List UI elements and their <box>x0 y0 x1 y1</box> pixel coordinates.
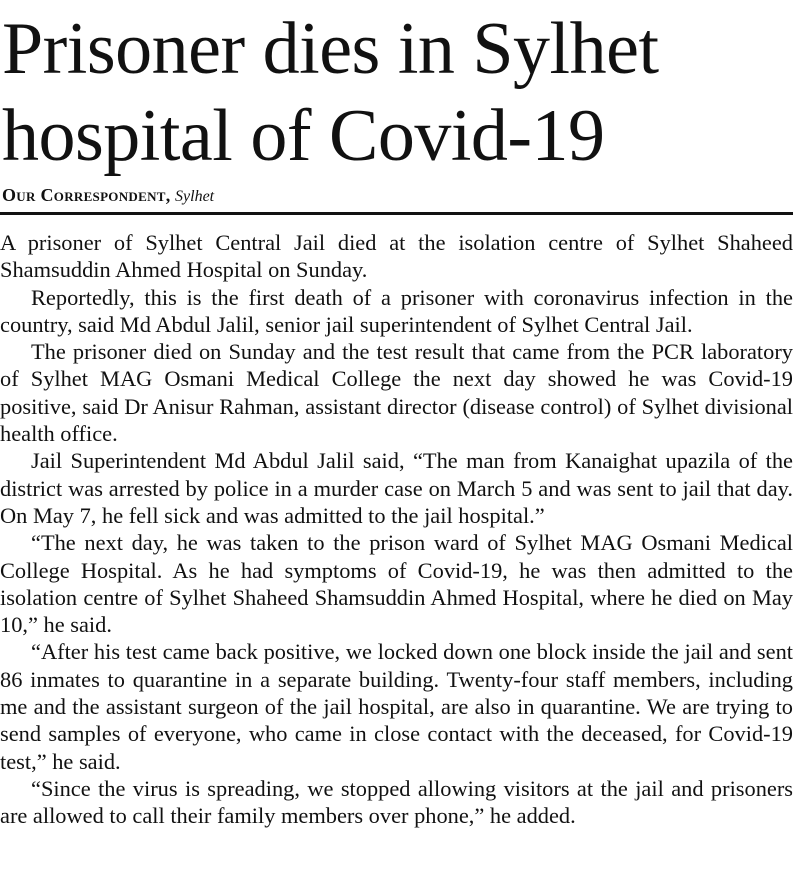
byline-author: Our Correspondent, <box>2 185 171 205</box>
article-body <box>0 229 793 830</box>
headline-divider <box>0 212 793 215</box>
headline-line-1: Prisoner dies in Sylhet <box>2 8 659 90</box>
paragraph-7: “Since the virus is spreading, we stopped allowing visitors at the jail and prisoners are allowed to call their family members over phone,” he added. <box>0 775 793 829</box>
paragraph-3: The prisoner died on Sunday and the test result that came from the PCR laboratory of Sylhet MAG Osmani Medical College the next day showed he was Covid-19 positive, said Dr Anisur Rahman, assistant director (disease control) of Sylhet divisional health office. <box>0 339 793 447</box>
paragraph-6: “After his test came back positive, we locked down one block inside the jail and sent 86 inmates to quarantine in a separate building. Twenty-four staff members, including me and the assistant surgeon of the jail hospital, are also in quarantine. We are trying to send samples of everyone, who came in close contact with the deceased, for Covid-19 test,” he said. <box>0 639 793 774</box>
paragraph-1: A prisoner of Sylhet Central Jail died at the isolation centre of Sylhet Shaheed Shamsuddin Ahmed Hospital on Sunday. <box>0 230 793 283</box>
byline <box>2 184 214 208</box>
headline-line-2: hospital of Covid-19 <box>2 95 605 177</box>
paragraph-5: “The next day, he was taken to the prison ward of Sylhet MAG Osmani Medical College Hospital. As he had symptoms of Covid-19, he was then admitted to the isolation centre of Sylhet Shaheed Shamsuddin Ahmed Hospital, where he died on May 10,” he said. <box>0 530 793 638</box>
paragraph-4: Jail Superintendent Md Abdul Jalil said, “The man from Kanaighat upazila of the district was arrested by police in a murder case on March 5 and was sent to jail that day. On May 7, he fell sick and was admitted to the jail hospital.” <box>0 448 793 528</box>
byline-location: Sylhet <box>175 188 215 205</box>
paragraph-2: Reportedly, this is the first death of a prisoner with coronavirus infection in the country, said Md Abdul Jalil, senior jail superintendent of Sylhet Central Jail. <box>0 284 793 337</box>
headline <box>0 6 793 180</box>
